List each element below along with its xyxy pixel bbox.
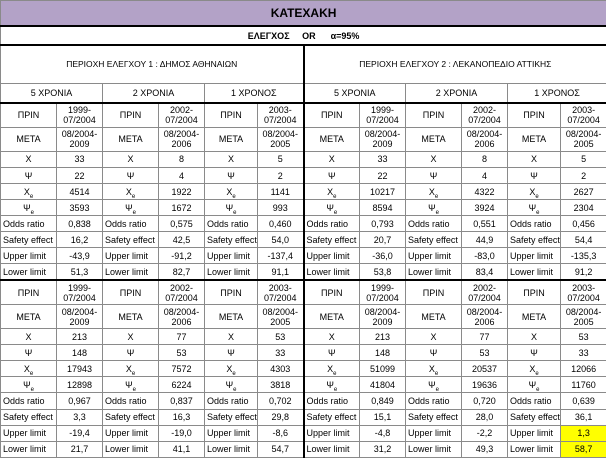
row-label: Odds ratio: [1, 393, 57, 409]
sheet-title: ΚΑΤΕΧΑΚΗ: [1, 1, 606, 26]
cell-value: 5: [561, 151, 606, 167]
cell-value: 22: [360, 168, 406, 184]
row-label: $X_e$: [1, 184, 57, 200]
row-label: Upper limit: [304, 248, 360, 264]
cell-value: 2002-07/2004: [462, 103, 508, 128]
region-1-header: ΠΕΡΙΟΧΗ ΕΛΕΓΧΟΥ 1 : ΔΗΜΟΣ ΑΘΗΝΑΙΩΝ: [1, 45, 304, 83]
row-label: Upper limit: [205, 425, 258, 441]
row-xe: [1, 361, 606, 377]
cell-value: 53: [561, 329, 606, 345]
cell-value: -19,4: [57, 425, 103, 441]
cell-value: 42,5: [159, 232, 205, 248]
cell-value: 20537: [462, 361, 508, 377]
row-label: Lower limit: [103, 441, 159, 457]
sheet-subtitle-text: ΕΛΕΓΧΟΣ OR α=95%: [247, 30, 360, 41]
row-label: Ψ: [508, 168, 561, 184]
row-label: Safety effect: [304, 232, 360, 248]
cell-value: 54,0: [258, 232, 304, 248]
cell-value: 1672: [159, 200, 205, 216]
row-label: Χ: [103, 151, 159, 167]
cell-value: 22: [57, 168, 103, 184]
cell-value: 0,702: [258, 393, 304, 409]
row-label: $X_e$: [508, 361, 561, 377]
cell-value: 2002-07/2004: [159, 280, 205, 305]
row-label: Lower limit: [304, 441, 360, 457]
row-label: ΠΡΙΝ: [205, 280, 258, 305]
cell-value: -135,3: [561, 248, 606, 264]
row-label: Lower limit: [205, 264, 258, 280]
cell-value: 41,1: [159, 441, 205, 457]
cell-value: 0,793: [360, 216, 406, 232]
row-x: [1, 329, 606, 345]
row-prin: [1, 280, 606, 305]
cell-value: 3593: [57, 200, 103, 216]
cell-value: 53: [159, 345, 205, 361]
row-xe: [1, 184, 606, 200]
cell-value: 0,551: [462, 216, 508, 232]
row-label: ΜΕΤΑ: [205, 127, 258, 151]
row-label: Odds ratio: [103, 393, 159, 409]
row-label: Lower limit: [406, 264, 462, 280]
row-label: $\Psi_e$: [103, 377, 159, 393]
cell-value: 1999-07/2004: [57, 280, 103, 305]
row-upper: [1, 248, 606, 264]
row-label: ΠΡΙΝ: [205, 103, 258, 128]
cell-value: -83,0: [462, 248, 508, 264]
row-label: Odds ratio: [304, 393, 360, 409]
row-psi: [1, 168, 606, 184]
row-label: Safety effect: [508, 409, 561, 425]
row-label: ΜΕΤΑ: [1, 305, 57, 329]
row-label: Safety effect: [508, 232, 561, 248]
cell-value: 16,2: [57, 232, 103, 248]
cell-value: 0,849: [360, 393, 406, 409]
cell-value: 2627: [561, 184, 606, 200]
region-2-header: ΠΕΡΙΟΧΗ ΕΛΕΓΧΟΥ 2 : ΛΕΚΑΝΟΠΕΔΙΟ ΑΤΤΙΚΗΣ: [304, 45, 606, 83]
cell-value: -43,9: [57, 248, 103, 264]
row-label: Safety effect: [205, 409, 258, 425]
row-lower: [1, 264, 606, 280]
cell-value: 2002-07/2004: [159, 103, 205, 128]
cell-value: 53,8: [360, 264, 406, 280]
cell-value: 53: [462, 345, 508, 361]
row-label: ΜΕΤΑ: [304, 305, 360, 329]
row-label: ΠΡΙΝ: [304, 103, 360, 128]
cell-value: 08/2004-2006: [462, 305, 508, 329]
period-header: 5 ΧΡΟΝΙΑ: [304, 83, 406, 103]
row-label: Lower limit: [304, 264, 360, 280]
row-label: Odds ratio: [406, 216, 462, 232]
row-label: Ψ: [304, 168, 360, 184]
cell-value: 993: [258, 200, 304, 216]
cell-value: 16,3: [159, 409, 205, 425]
row-label: $\Psi_e$: [304, 377, 360, 393]
cell-value: 33: [258, 345, 304, 361]
row-meta: [1, 127, 606, 151]
row-lower: [1, 441, 606, 457]
row-label: Ψ: [1, 345, 57, 361]
cell-value: 3924: [462, 200, 508, 216]
cell-value: 2304: [561, 200, 606, 216]
row-label: $X_e$: [1, 361, 57, 377]
cell-value: 0,967: [57, 393, 103, 409]
cell-value: 41804: [360, 377, 406, 393]
row-label: $\Psi_e$: [406, 200, 462, 216]
cell-value: 08/2004-2006: [159, 305, 205, 329]
row-label: Χ: [508, 329, 561, 345]
cell-value: 213: [57, 329, 103, 345]
cell-value: 49,3: [462, 441, 508, 457]
row-label: $X_e$: [508, 184, 561, 200]
row-label: $X_e$: [304, 184, 360, 200]
period-header: 2 ΧΡΟΝΙΑ: [103, 83, 205, 103]
row-label: Odds ratio: [103, 216, 159, 232]
cell-value: 213: [360, 329, 406, 345]
row-psi: [1, 345, 606, 361]
cell-value: 54,4: [561, 232, 606, 248]
row-label: $\Psi_e$: [1, 200, 57, 216]
row-label: Odds ratio: [205, 393, 258, 409]
row-label: $X_e$: [304, 361, 360, 377]
cell-value: -19,0: [159, 425, 205, 441]
row-label: Ψ: [205, 345, 258, 361]
cell-value: 0,720: [462, 393, 508, 409]
row-label: Ψ: [1, 168, 57, 184]
row-label: $X_e$: [406, 184, 462, 200]
cell-value: 91,1: [258, 264, 304, 280]
cell-value: 33: [360, 151, 406, 167]
cell-value: 4: [159, 168, 205, 184]
row-label: Safety effect: [406, 409, 462, 425]
row-label: Lower limit: [1, 264, 57, 280]
row-label: $\Psi_e$: [205, 200, 258, 216]
row-label: $\Psi_e$: [508, 377, 561, 393]
row-label: Upper limit: [508, 425, 561, 441]
cell-value: 29,8: [258, 409, 304, 425]
row-label: $X_e$: [406, 361, 462, 377]
row-label: Ψ: [103, 345, 159, 361]
row-label: Upper limit: [406, 425, 462, 441]
cell-value: 08/2004-2005: [258, 127, 304, 151]
row-label: Upper limit: [1, 248, 57, 264]
cell-value: 4322: [462, 184, 508, 200]
row-label: ΠΡΙΝ: [406, 280, 462, 305]
row-safety: [1, 232, 606, 248]
row-label: $X_e$: [205, 184, 258, 200]
row-label: $\Psi_e$: [205, 377, 258, 393]
row-label: Upper limit: [508, 248, 561, 264]
row-label: ΜΕΤΑ: [1, 127, 57, 151]
cell-value: 33: [57, 151, 103, 167]
cell-value: 8594: [360, 200, 406, 216]
row-label: $\Psi_e$: [406, 377, 462, 393]
period-header: 1 ΧΡΟΝΟΣ: [508, 83, 606, 103]
row-label: Odds ratio: [1, 216, 57, 232]
cell-value: 53: [258, 329, 304, 345]
row-label: Upper limit: [205, 248, 258, 264]
cell-value: 11760: [561, 377, 606, 393]
cell-value: -91,2: [159, 248, 205, 264]
row-label: $\Psi_e$: [508, 200, 561, 216]
row-label: Χ: [508, 151, 561, 167]
cell-value: 77: [462, 329, 508, 345]
cell-value: -8,6: [258, 425, 304, 441]
cell-value: 91,2: [561, 264, 606, 280]
row-label: ΜΕΤΑ: [508, 127, 561, 151]
row-label: Odds ratio: [508, 393, 561, 409]
cell-value: 148: [360, 345, 406, 361]
row-label: Χ: [304, 329, 360, 345]
cell-value: 1999-07/2004: [360, 103, 406, 128]
row-label: ΠΡΙΝ: [103, 280, 159, 305]
row-label: $\Psi_e$: [103, 200, 159, 216]
cell-value: 0,838: [57, 216, 103, 232]
row-label: $\Psi_e$: [1, 377, 57, 393]
row-psie: [1, 377, 606, 393]
cell-value: 54,7: [258, 441, 304, 457]
row-label: Lower limit: [205, 441, 258, 457]
cell-value: 51,3: [57, 264, 103, 280]
row-label: Ψ: [508, 345, 561, 361]
period-header: 5 ΧΡΟΝΙΑ: [1, 83, 103, 103]
cell-value: 0,837: [159, 393, 205, 409]
cell-value: 15,1: [360, 409, 406, 425]
cell-value: 0,456: [561, 216, 606, 232]
row-label: ΠΡΙΝ: [304, 280, 360, 305]
row-label: ΠΡΙΝ: [1, 103, 57, 128]
row-label: Χ: [205, 329, 258, 345]
cell-value: -36,0: [360, 248, 406, 264]
row-label: ΠΡΙΝ: [406, 103, 462, 128]
row-label: Upper limit: [103, 248, 159, 264]
row-label: $X_e$: [205, 361, 258, 377]
cell-value: 4: [462, 168, 508, 184]
cell-value: 08/2004-2006: [159, 127, 205, 151]
cell-value: -4,8: [360, 425, 406, 441]
cell-value: 28,0: [462, 409, 508, 425]
cell-value: 17943: [57, 361, 103, 377]
cell-value: 21,7: [57, 441, 103, 457]
cell-value: 12066: [561, 361, 606, 377]
cell-value: 1999-07/2004: [57, 103, 103, 128]
row-label: Safety effect: [103, 409, 159, 425]
row-label: ΜΕΤΑ: [304, 127, 360, 151]
cell-value: 44,9: [462, 232, 508, 248]
row-label: ΜΕΤΑ: [103, 305, 159, 329]
row-label: Ψ: [103, 168, 159, 184]
row-label: Upper limit: [103, 425, 159, 441]
row-label: ΜΕΤΑ: [508, 305, 561, 329]
cell-value: 51099: [360, 361, 406, 377]
cell-value: 4303: [258, 361, 304, 377]
row-label: Ψ: [304, 345, 360, 361]
row-label: ΜΕΤΑ: [406, 127, 462, 151]
cell-value: 6224: [159, 377, 205, 393]
row-prin: [1, 103, 606, 128]
cell-value: 1999-07/2004: [360, 280, 406, 305]
row-label: Lower limit: [406, 441, 462, 457]
cell-value: 2002-07/2004: [462, 280, 508, 305]
row-upper: [1, 425, 606, 441]
cell-value: 2: [561, 168, 606, 184]
cell-value: 08/2004-2005: [258, 305, 304, 329]
cell-value: 82,7: [159, 264, 205, 280]
highlighted-cell: 58,7: [561, 441, 606, 457]
row-label: ΠΡΙΝ: [508, 103, 561, 128]
row-label: Lower limit: [508, 441, 561, 457]
row-label: Lower limit: [103, 264, 159, 280]
row-label: Safety effect: [304, 409, 360, 425]
row-label: ΜΕΤΑ: [406, 305, 462, 329]
cell-value: 2: [258, 168, 304, 184]
cell-value: 148: [57, 345, 103, 361]
row-meta: [1, 305, 606, 329]
row-label: Upper limit: [406, 248, 462, 264]
cell-value: 20,7: [360, 232, 406, 248]
cell-value: 0,639: [561, 393, 606, 409]
row-label: Χ: [103, 329, 159, 345]
row-label: Ψ: [406, 345, 462, 361]
row-label: Lower limit: [508, 264, 561, 280]
row-label: Χ: [406, 151, 462, 167]
row-odds: [1, 216, 606, 232]
period-header: 2 ΧΡΟΝΙΑ: [406, 83, 508, 103]
row-label: Safety effect: [1, 232, 57, 248]
cell-value: 7572: [159, 361, 205, 377]
row-label: Χ: [406, 329, 462, 345]
cell-value: 1141: [258, 184, 304, 200]
cell-value: 08/2004-2006: [462, 127, 508, 151]
row-label: Χ: [1, 329, 57, 345]
row-label: Χ: [1, 151, 57, 167]
cell-value: 12898: [57, 377, 103, 393]
row-label: Χ: [304, 151, 360, 167]
row-label: Upper limit: [304, 425, 360, 441]
cell-value: 08/2004-2009: [360, 127, 406, 151]
cell-value: 08/2004-2009: [360, 305, 406, 329]
highlighted-cell: 1,3: [561, 425, 606, 441]
cell-value: 2003-07/2004: [258, 103, 304, 128]
row-label: Safety effect: [205, 232, 258, 248]
row-label: ΜΕΤΑ: [205, 305, 258, 329]
row-label: ΠΡΙΝ: [1, 280, 57, 305]
cell-value: 8: [462, 151, 508, 167]
cell-value: 08/2004-2009: [57, 305, 103, 329]
cell-value: 10217: [360, 184, 406, 200]
row-label: $X_e$: [103, 184, 159, 200]
row-label: Safety effect: [406, 232, 462, 248]
cell-value: 31,2: [360, 441, 406, 457]
cell-value: 0,575: [159, 216, 205, 232]
row-label: Odds ratio: [205, 216, 258, 232]
row-label: Upper limit: [1, 425, 57, 441]
cell-value: 08/2004-2005: [561, 305, 606, 329]
row-label: ΜΕΤΑ: [103, 127, 159, 151]
cell-value: 77: [159, 329, 205, 345]
row-label: Odds ratio: [406, 393, 462, 409]
row-label: Ψ: [406, 168, 462, 184]
cell-value: 2003-07/2004: [561, 103, 606, 128]
row-label: Odds ratio: [508, 216, 561, 232]
cell-value: 08/2004-2005: [561, 127, 606, 151]
cell-value: 2003-07/2004: [561, 280, 606, 305]
cell-value: 36,1: [561, 409, 606, 425]
row-x: [1, 151, 606, 167]
cell-value: 83,4: [462, 264, 508, 280]
row-label: Safety effect: [103, 232, 159, 248]
cell-value: 33: [561, 345, 606, 361]
cell-value: 08/2004-2009: [57, 127, 103, 151]
cell-value: 5: [258, 151, 304, 167]
cell-value: -137,4: [258, 248, 304, 264]
cell-value: 4514: [57, 184, 103, 200]
row-safety: [1, 409, 606, 425]
cell-value: 1922: [159, 184, 205, 200]
row-label: Χ: [205, 151, 258, 167]
cell-value: 8: [159, 151, 205, 167]
row-odds: [1, 393, 606, 409]
cell-value: 2003-07/2004: [258, 280, 304, 305]
cell-value: 3,3: [57, 409, 103, 425]
row-label: $\Psi_e$: [304, 200, 360, 216]
row-psie: [1, 200, 606, 216]
row-label: Ψ: [205, 168, 258, 184]
row-label: $X_e$: [103, 361, 159, 377]
cell-value: 19636: [462, 377, 508, 393]
cell-value: -2,2: [462, 425, 508, 441]
row-label: Odds ratio: [304, 216, 360, 232]
cell-value: 3818: [258, 377, 304, 393]
row-label: Safety effect: [1, 409, 57, 425]
row-label: ΠΡΙΝ: [103, 103, 159, 128]
sheet-subtitle: [1, 26, 606, 46]
period-header: 1 ΧΡΟΝΟΣ: [205, 83, 304, 103]
row-label: Lower limit: [1, 441, 57, 457]
row-label: ΠΡΙΝ: [508, 280, 561, 305]
cell-value: 0,460: [258, 216, 304, 232]
